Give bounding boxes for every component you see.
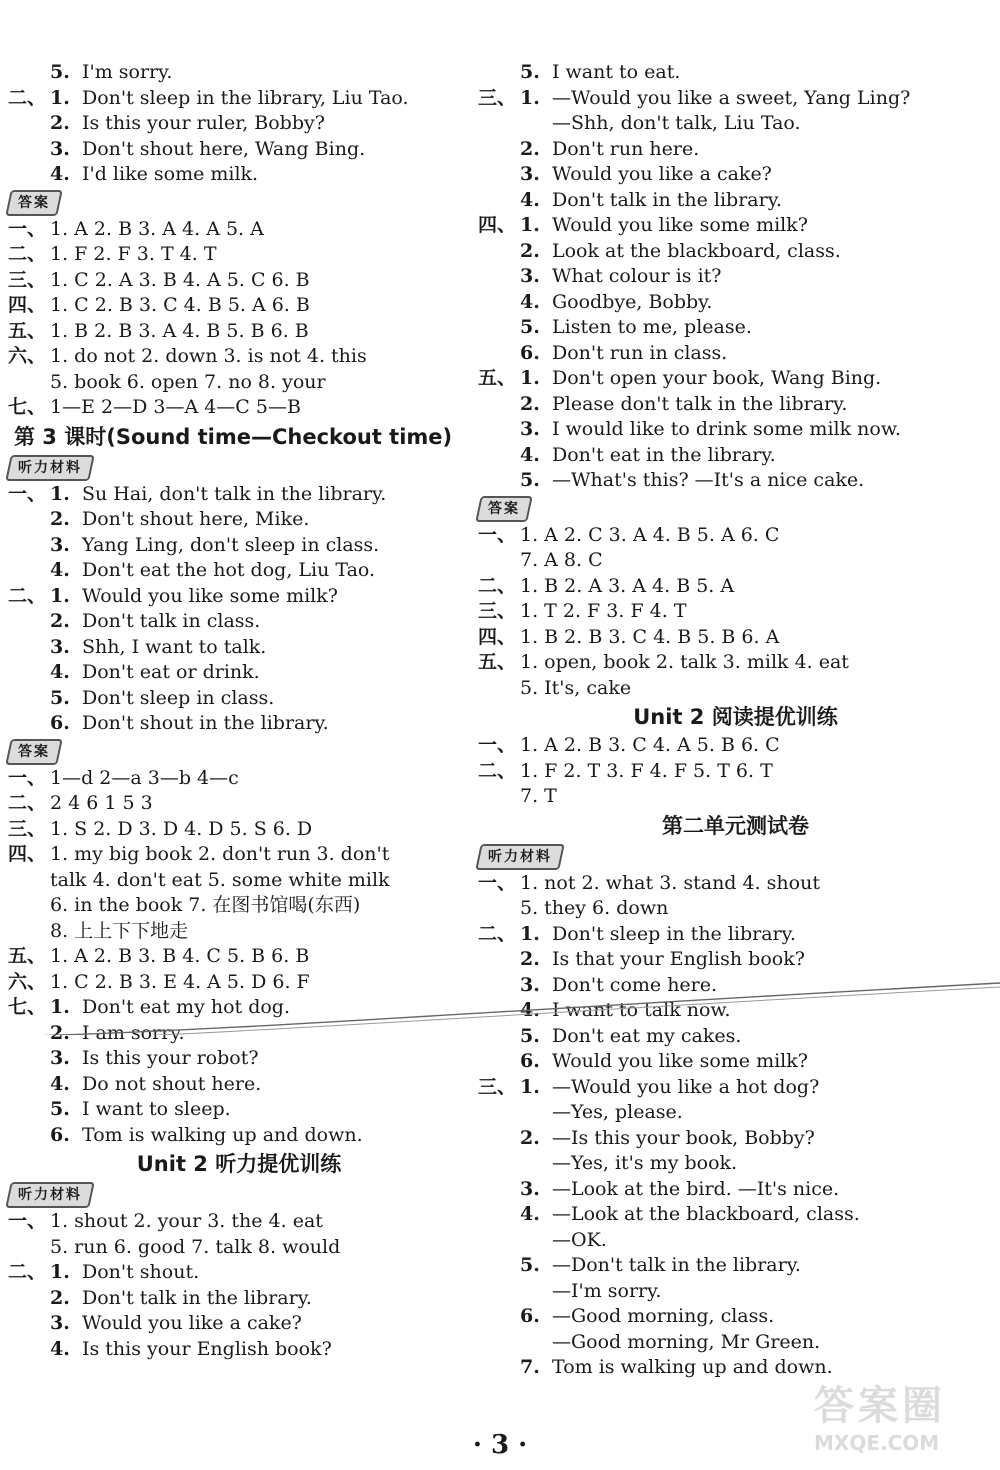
- text-line: [8, 533, 470, 559]
- text-line: [478, 1330, 993, 1356]
- text-line: [8, 395, 470, 421]
- text-line: [8, 60, 470, 86]
- line-text: Would you like some milk?: [82, 584, 338, 607]
- line-text: —Look at the blackboard, class.: [552, 1203, 860, 1225]
- line-text: 1. not 2. what 3. stand 4. shout: [520, 871, 820, 894]
- line-text: Su Hai, don't talk in the library.: [82, 482, 387, 505]
- item-number: 2.: [50, 112, 70, 134]
- text-line: [478, 86, 993, 112]
- line-text: Don't open your book, Wang Bing.: [552, 367, 882, 389]
- item-number: 2.: [50, 1286, 70, 1309]
- section-heading: 第二单元测试卷: [662, 813, 809, 838]
- text-line: [478, 523, 993, 549]
- line-text: Don't eat in the library.: [552, 443, 776, 466]
- line-text: 1. my big book 2. don't run 3. don't: [50, 843, 390, 865]
- line-text: 1. do not 2. down 3. is not 4. this: [50, 345, 367, 367]
- line-text: 7. A 8. C: [520, 549, 603, 571]
- line-text: 1. open, book 2. talk 3. milk 4. eat: [520, 651, 849, 673]
- item-number: 1.: [50, 482, 70, 505]
- item-number: 6.: [520, 341, 540, 364]
- line-text: Is this your English book?: [82, 1337, 332, 1360]
- text-line: [478, 111, 993, 137]
- text-line: [8, 711, 470, 737]
- section-tag: [475, 496, 533, 522]
- line-text: 7. T: [520, 785, 557, 807]
- part-marker: 一、: [478, 523, 517, 546]
- line-text: Tom is walking up and down.: [82, 1123, 363, 1146]
- text-line: [8, 1337, 470, 1363]
- line-text: Don't run in class.: [552, 341, 728, 364]
- part-marker: 三、: [8, 817, 47, 840]
- line-text: Is that your English book?: [552, 948, 805, 970]
- text-line: [478, 1151, 993, 1177]
- line-text: 1. A 2. B 3. B 4. C 5. B 6. B: [50, 945, 310, 967]
- page-number: · 3 ·: [472, 1430, 528, 1460]
- part-marker: 六、: [8, 345, 47, 367]
- line-text: Would you like some milk?: [552, 214, 808, 236]
- item-number: 4.: [50, 661, 70, 683]
- section-tag: [5, 739, 63, 765]
- text-line: [478, 1177, 993, 1203]
- line-text: Do not shout here.: [82, 1072, 262, 1095]
- part-marker: 四、: [8, 294, 47, 316]
- text-line: [8, 217, 470, 243]
- line-text: 1. F 2. T 3. F 4. F 5. T 6. T: [520, 759, 773, 782]
- line-text: 1. B 2. B 3. C 4. B 5. B 6. A: [520, 625, 780, 648]
- text-line: [478, 548, 993, 574]
- line-text: 6. in the book 7. 在图书馆喝(东西): [50, 894, 361, 916]
- text-line: [478, 599, 993, 625]
- text-line: [8, 558, 470, 584]
- line-text: 1. S 2. D 3. D 4. D 5. S 6. D: [50, 817, 313, 840]
- text-line: [8, 660, 470, 686]
- item-number: 1.: [50, 996, 70, 1018]
- line-text: —Yes, it's my book.: [552, 1152, 738, 1174]
- line-text: Is this your robot?: [82, 1047, 259, 1069]
- item-number: 1.: [520, 1075, 540, 1098]
- item-number: 4.: [50, 559, 70, 581]
- item-number: 3.: [50, 1312, 70, 1334]
- part-marker: 二、: [478, 759, 517, 782]
- section-heading: Unit 2 阅读提优训练: [633, 705, 838, 729]
- item-number: 7.: [520, 1356, 540, 1378]
- text-line: [478, 1228, 993, 1254]
- left-column: [8, 60, 470, 1362]
- item-number: 2.: [520, 1126, 540, 1149]
- line-text: 1. B 2. B 3. A 4. B 5. B 6. B: [50, 319, 309, 342]
- line-text: —Would you like a hot dog?: [552, 1075, 820, 1098]
- text-line: [478, 213, 993, 239]
- line-text: 1. A 2. B 3. A 4. A 5. A: [50, 217, 264, 240]
- part-marker: 二、: [8, 243, 47, 265]
- text-line: [8, 893, 470, 919]
- line-text: —I'm sorry.: [552, 1279, 662, 1302]
- part-marker: 一、: [8, 1210, 47, 1232]
- part-marker: 二、: [8, 792, 47, 814]
- line-text: I want to sleep.: [82, 1098, 231, 1120]
- part-marker: 四、: [8, 843, 47, 865]
- item-number: 4.: [50, 1337, 70, 1360]
- line-text: —Yes, please.: [552, 1101, 683, 1123]
- part-marker: 七、: [8, 996, 47, 1018]
- line-text: —Don't talk in the library.: [552, 1254, 801, 1276]
- line-text: I'm sorry.: [82, 61, 173, 83]
- line-text: Don't eat or drink.: [82, 661, 260, 683]
- text-line: [8, 482, 470, 508]
- line-text: Don't sleep in the library, Liu Tao.: [82, 86, 409, 109]
- line-text: 5. It's, cake: [520, 676, 632, 699]
- text-line: [478, 973, 993, 999]
- part-marker: 三、: [478, 86, 517, 109]
- line-text: Don't shout here, Wang Bing.: [82, 137, 366, 160]
- text-line: [478, 896, 993, 922]
- item-number: 1.: [520, 214, 540, 236]
- item-number: 4.: [50, 1072, 70, 1095]
- item-number: 2.: [50, 508, 70, 530]
- text-line: [8, 507, 470, 533]
- text-line: [8, 868, 470, 894]
- part-marker: 三、: [478, 600, 517, 622]
- line-text: Don't talk in the library.: [552, 188, 782, 211]
- text-line: [8, 1097, 470, 1123]
- line-text: I'd like some milk.: [82, 163, 259, 185]
- section-tag-label: 答案: [18, 194, 50, 211]
- text-line: [8, 817, 470, 843]
- line-text: Don't shout in the library.: [82, 712, 329, 734]
- line-text: —Good morning, class.: [552, 1305, 775, 1327]
- text-line: [8, 766, 470, 792]
- line-text: Don't talk in the library.: [82, 1286, 312, 1309]
- text-line: [8, 1235, 470, 1261]
- text-line: [8, 686, 470, 712]
- line-text: Don't talk in class.: [82, 610, 261, 632]
- line-text: 5. they 6. down: [520, 897, 669, 919]
- part-marker: 二、: [478, 922, 517, 945]
- text-line: [478, 1253, 993, 1279]
- line-text: Don't eat my hot dog.: [82, 996, 290, 1018]
- watermark-title: 答案圈: [814, 1383, 946, 1429]
- part-marker: 五、: [478, 651, 517, 673]
- text-line: [478, 922, 993, 948]
- line-text: Please don't talk in the library.: [552, 392, 848, 415]
- text-line: [478, 947, 993, 973]
- part-marker: 一、: [8, 766, 47, 789]
- item-number: 5.: [50, 686, 70, 709]
- text-line: [478, 468, 993, 494]
- item-number: 3.: [50, 1047, 70, 1069]
- item-number: 6.: [520, 1305, 540, 1327]
- item-number: 3.: [520, 265, 540, 287]
- text-line: [478, 998, 993, 1024]
- line-text: Don't shout.: [82, 1261, 200, 1283]
- text-line: [478, 1100, 993, 1126]
- text-line: [8, 242, 470, 268]
- section-tag-label: 答案: [488, 500, 520, 517]
- line-text: Tom is walking up and down.: [552, 1356, 833, 1378]
- part-marker: 二、: [8, 584, 47, 607]
- line-text: 1. C 2. B 3. C 4. B 5. A 6. B: [50, 294, 310, 316]
- item-number: 3.: [520, 1177, 540, 1200]
- text-line: [8, 111, 470, 137]
- item-number: 2.: [50, 610, 70, 632]
- item-number: 5.: [520, 61, 540, 83]
- text-line: [478, 784, 993, 810]
- line-text: —Would you like a sweet, Yang Ling?: [552, 86, 911, 109]
- item-number: 6.: [50, 1123, 70, 1146]
- line-text: 1. A 2. B 3. C 4. A 5. B 6. C: [520, 734, 780, 756]
- item-number: 4.: [520, 1203, 540, 1225]
- text-line: [478, 650, 993, 676]
- item-number: 2.: [520, 392, 540, 415]
- text-line: [8, 584, 470, 610]
- text-line: [478, 392, 993, 418]
- text-line: [478, 1049, 993, 1075]
- text-line: [478, 264, 993, 290]
- part-marker: 一、: [8, 217, 47, 240]
- line-text: What colour is it?: [552, 265, 722, 287]
- text-line: [8, 1046, 470, 1072]
- item-number: 3.: [50, 137, 70, 160]
- part-marker: 五、: [8, 945, 47, 967]
- line-text: Don't shout here, Mike.: [82, 508, 310, 530]
- text-line: [8, 268, 470, 294]
- text-line: [8, 86, 470, 112]
- line-text: Listen to me, please.: [552, 316, 752, 338]
- watermark-logo: [814, 1374, 994, 1464]
- text-line: [8, 919, 470, 945]
- text-line: [478, 1279, 993, 1305]
- section-heading: 第 3 课时(Sound time—Checkout time): [14, 424, 453, 449]
- line-text: I want to talk now.: [552, 999, 731, 1021]
- section-tag: [5, 190, 63, 216]
- item-number: 3.: [50, 533, 70, 556]
- line-text: Would you like a cake?: [552, 163, 772, 185]
- section-tag: [475, 844, 565, 870]
- text-line: [478, 574, 993, 600]
- text-line: [8, 344, 470, 370]
- section-tag-label: 听力材料: [18, 459, 82, 476]
- text-line: [8, 1209, 470, 1235]
- line-text: 2 4 6 1 5 3: [50, 792, 153, 814]
- text-line: [478, 871, 993, 897]
- line-text: 1. F 2. F 3. T 4. T: [50, 243, 217, 265]
- section-tag-label: 听力材料: [488, 848, 552, 865]
- right-column: [478, 60, 993, 1381]
- item-number: 1.: [520, 86, 540, 109]
- text-line: [478, 239, 993, 265]
- line-text: —Look at the bird. —It's nice.: [552, 1177, 840, 1200]
- item-number: 3.: [520, 163, 540, 185]
- part-marker: 一、: [478, 871, 517, 894]
- part-marker: 五、: [478, 367, 517, 389]
- text-line: [478, 1202, 993, 1228]
- item-number: 6.: [520, 1050, 540, 1072]
- part-marker: 二、: [8, 86, 47, 109]
- part-marker: 二、: [8, 1261, 47, 1283]
- text-line: [478, 1024, 993, 1050]
- line-text: 1—d 2—a 3—b 4—c: [50, 766, 239, 789]
- line-text: —What's this? —It's a nice cake.: [552, 469, 865, 491]
- line-text: 1. C 2. A 3. B 4. A 5. C 6. B: [50, 268, 310, 291]
- line-text: Shh, I want to talk.: [82, 635, 267, 658]
- part-marker: 三、: [478, 1075, 517, 1098]
- line-text: Would you like a cake?: [82, 1312, 302, 1334]
- item-number: 3.: [520, 973, 540, 996]
- item-number: 2.: [520, 137, 540, 160]
- text-line: [478, 188, 993, 214]
- text-line: [8, 319, 470, 345]
- text-line: [8, 370, 470, 396]
- text-line: [478, 676, 993, 702]
- text-line: [478, 315, 993, 341]
- line-text: Don't eat the hot dog, Liu Tao.: [82, 559, 376, 581]
- line-text: talk 4. don't eat 5. some white milk: [50, 868, 390, 891]
- section-tag-label: 听力材料: [18, 1187, 82, 1203]
- line-text: 1. C 2. B 3. E 4. A 5. D 6. F: [50, 970, 310, 993]
- line-text: 8. 上上下下地走: [50, 919, 189, 942]
- part-marker: 一、: [8, 482, 47, 505]
- item-number: 5.: [520, 316, 540, 338]
- part-marker: 三、: [8, 268, 47, 291]
- text-line: [8, 791, 470, 817]
- text-line: [478, 1075, 993, 1101]
- part-marker: 二、: [478, 574, 517, 597]
- item-number: 6.: [50, 712, 70, 734]
- item-number: 1.: [520, 922, 540, 945]
- item-number: 1.: [50, 86, 70, 109]
- text-line: [478, 60, 993, 86]
- text-line: [478, 290, 993, 316]
- line-text: —Good morning, Mr Green.: [552, 1330, 821, 1353]
- item-number: 4.: [520, 999, 540, 1021]
- text-line: [478, 733, 993, 759]
- text-line: [8, 635, 470, 661]
- line-text: Don't come here.: [552, 973, 718, 996]
- text-line: [8, 944, 470, 970]
- line-text: I am sorry.: [82, 1021, 185, 1044]
- item-number: 5.: [520, 469, 540, 491]
- part-marker: 四、: [478, 625, 517, 648]
- part-marker: 四、: [478, 214, 517, 236]
- line-text: Goodbye, Bobby.: [552, 290, 713, 313]
- item-number: 2.: [520, 948, 540, 970]
- text-line: [478, 1304, 993, 1330]
- text-line: [8, 293, 470, 319]
- line-text: —Is this your book, Bobby?: [552, 1126, 815, 1149]
- part-marker: 一、: [478, 734, 517, 756]
- part-marker: 五、: [8, 319, 47, 342]
- line-text: —OK.: [552, 1228, 607, 1251]
- item-number: 4.: [520, 188, 540, 211]
- line-text: Don't sleep in the library.: [552, 922, 796, 945]
- text-line: [8, 1311, 470, 1337]
- item-number: 5.: [50, 61, 70, 83]
- text-line: [8, 995, 470, 1021]
- line-text: Is this your ruler, Bobby?: [82, 112, 325, 134]
- part-marker: 六、: [8, 970, 47, 993]
- text-line: [478, 759, 993, 785]
- line-text: I want to eat.: [552, 61, 681, 83]
- line-text: Yang Ling, don't sleep in class.: [82, 533, 380, 556]
- line-text: 1—E 2—D 3—A 4—C 5—B: [50, 396, 301, 418]
- section-tag: [5, 455, 95, 481]
- section-tag: [5, 1182, 95, 1208]
- part-marker: 七、: [8, 396, 47, 418]
- text-line: [8, 1021, 470, 1047]
- line-text: Don't run here.: [552, 137, 700, 160]
- line-text: Would you like some milk?: [552, 1050, 808, 1072]
- line-text: 1. T 2. F 3. F 4. T: [520, 600, 687, 622]
- section-tag-label: 答案: [18, 743, 50, 760]
- line-text: —Shh, don't talk, Liu Tao.: [552, 112, 801, 134]
- item-number: 1.: [50, 1261, 70, 1283]
- item-number: 2.: [50, 1021, 70, 1044]
- text-line: [8, 1072, 470, 1098]
- section-heading: Unit 2 听力提优训练: [136, 1152, 342, 1176]
- text-line: [8, 1260, 470, 1286]
- text-line: [478, 341, 993, 367]
- text-line: [478, 625, 993, 651]
- text-line: [8, 842, 470, 868]
- text-line: [478, 417, 993, 443]
- text-line: [8, 970, 470, 996]
- text-line: [8, 137, 470, 163]
- line-text: 1. B 2. A 3. A 4. B 5. A: [520, 574, 735, 597]
- item-number: 5.: [520, 1024, 540, 1047]
- item-number: 5.: [520, 1254, 540, 1276]
- line-text: Look at the blackboard, class.: [552, 239, 841, 262]
- line-text: 1. shout 2. your 3. the 4. eat: [50, 1210, 323, 1232]
- text-line: [478, 443, 993, 469]
- line-text: I would like to drink some milk now.: [552, 418, 901, 440]
- text-line: [8, 162, 470, 188]
- item-number: 2.: [520, 239, 540, 262]
- item-number: 4.: [520, 290, 540, 313]
- line-text: 1. A 2. C 3. A 4. B 5. A 6. C: [520, 523, 780, 546]
- item-number: 4.: [520, 443, 540, 466]
- item-number: 1.: [520, 367, 540, 389]
- line-text: 5. book 6. open 7. no 8. your: [50, 370, 326, 393]
- watermark-url: MXQE.COM: [814, 1431, 940, 1455]
- item-number: 1.: [50, 584, 70, 607]
- item-number: 3.: [520, 418, 540, 440]
- line-text: Don't eat my cakes.: [552, 1024, 742, 1047]
- item-number: 3.: [50, 635, 70, 658]
- text-line: [8, 609, 470, 635]
- text-line: [8, 1286, 470, 1312]
- item-number: 4.: [50, 163, 70, 185]
- line-text: Don't sleep in class.: [82, 686, 275, 709]
- text-line: [478, 366, 993, 392]
- text-line: [478, 162, 993, 188]
- text-line: [478, 137, 993, 163]
- text-line: [8, 1123, 470, 1149]
- item-number: 5.: [50, 1098, 70, 1120]
- line-text: 5. run 6. good 7. talk 8. would: [50, 1235, 341, 1258]
- text-line: [478, 1126, 993, 1152]
